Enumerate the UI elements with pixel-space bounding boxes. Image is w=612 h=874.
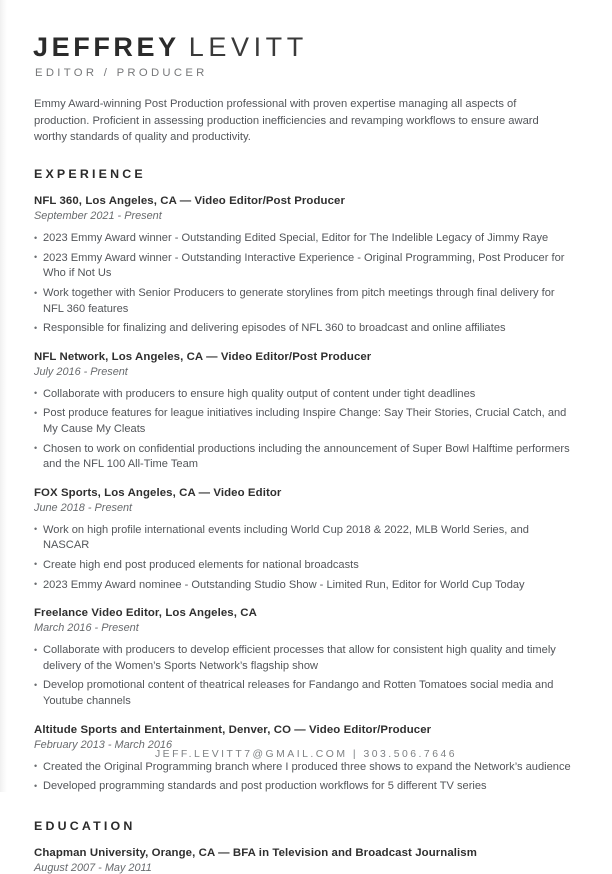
bullet-item: • Create high end post produced elements for national broadcasts <box>33 558 574 574</box>
bullet-item: • Created the Original Programming branch where I produced three shows to expand the Network’s audience <box>33 760 574 776</box>
entry-date: July 2016 - Present <box>34 365 128 378</box>
bullet-item: • 2023 Emmy Award winner - Outstanding Edited Special, Editor for The Indelible Legacy of Jimmy Raye <box>33 231 574 247</box>
entry-bullet-list <box>33 387 574 473</box>
entry-date: September 2021 - Present <box>34 210 162 223</box>
entry-bullet-list <box>33 760 574 795</box>
experience-entry <box>33 487 574 593</box>
candidate-name <box>33 33 574 61</box>
section-title-education: EDUCATION <box>34 818 136 833</box>
entry-date: February 2013 - March 2016 <box>34 738 173 751</box>
last-name: LEVITT <box>188 32 308 62</box>
entry-title: FOX Sports, Los Angeles, CA — Video Editor <box>34 486 282 499</box>
entry-title: Chapman University, Orange, CA — BFA in Television and Broadcast Journalism <box>34 846 477 859</box>
professional-summary: Emmy Award-winning Post Production professional with proven expertise managing all aspects of production. Proficient in assessing production inefficiencies and revamping workflows to ensure award worthy standards of quality and productivity. <box>34 98 539 143</box>
bullet-item: • Developed programming standards and post production workflows for 5 different TV series <box>33 779 574 795</box>
bullet-item: • Chosen to work on confidential productions including the announcement of Super Bowl Halftime performers and the NFL 100 All-Time Team <box>33 442 574 473</box>
entry-bullet-list <box>33 231 574 337</box>
education-entry <box>33 847 574 874</box>
contact-footer: JEFF.LEVITT7@GMAIL.COM | 303.506.7646 <box>154 749 458 760</box>
entry-bullet-list <box>33 523 574 593</box>
experience-entry <box>33 607 574 709</box>
bullet-item: • Work together with Senior Producers to generate storylines from pitch meetings through final delivery for NFL 360 features <box>33 286 574 317</box>
bullet-item: • Collaborate with producers to ensure high quality output of content under tight deadlines <box>33 387 574 403</box>
bullet-item: • Responsible for finalizing and delivering episodes of NFL 360 to broadcast and online affiliates <box>33 321 574 337</box>
experience-entry <box>33 195 574 337</box>
entry-title: NFL Network, Los Angeles, CA — Video Editor/Post Producer <box>34 350 372 363</box>
entry-date: August 2007 - May 2011 <box>34 861 152 874</box>
entry-title: Freelance Video Editor, Los Angeles, CA <box>34 607 257 620</box>
bullet-item: • Collaborate with producers to develop efficient processes that allow for consistent high quality and timely delivery of the Women’s Sports Network’s flagship show <box>33 643 574 674</box>
entry-bullet-list <box>33 643 574 709</box>
entry-title: NFL 360, Los Angeles, CA — Video Editor/Post Producer <box>34 195 346 208</box>
bullet-item: • 2023 Emmy Award nominee - Outstanding Studio Show - Limited Run, Editor for World Cup Today <box>33 578 574 594</box>
bullet-item: • 2023 Emmy Award winner - Outstanding Interactive Experience - Original Programming, Post Producer for Who if Not Us <box>33 251 574 282</box>
entry-date: June 2018 - Present <box>34 501 133 514</box>
first-name: JEFFREY <box>33 32 180 62</box>
job-subtitle: EDITOR / PRODUCER <box>35 67 208 80</box>
experience-entry <box>33 351 574 473</box>
bullet-item: • Develop promotional content of theatrical releases for Fandango and Rotten Tomatoes social media and Youtube channels <box>33 678 574 709</box>
bullet-item: • Work on high profile international events including World Cup 2018 & 2022, MLB World Series, and NASCAR <box>33 523 574 554</box>
section-title-experience: EXPERIENCE <box>34 167 146 182</box>
entry-title: Altitude Sports and Entertainment, Denver, CO — Video Editor/Producer <box>34 723 432 736</box>
entry-date: March 2016 - Present <box>34 622 139 635</box>
bullet-item: • Post produce features for league initiatives including Inspire Change: Say Their Stories, Crucial Catch, and My Cause My Cleats <box>33 406 574 437</box>
